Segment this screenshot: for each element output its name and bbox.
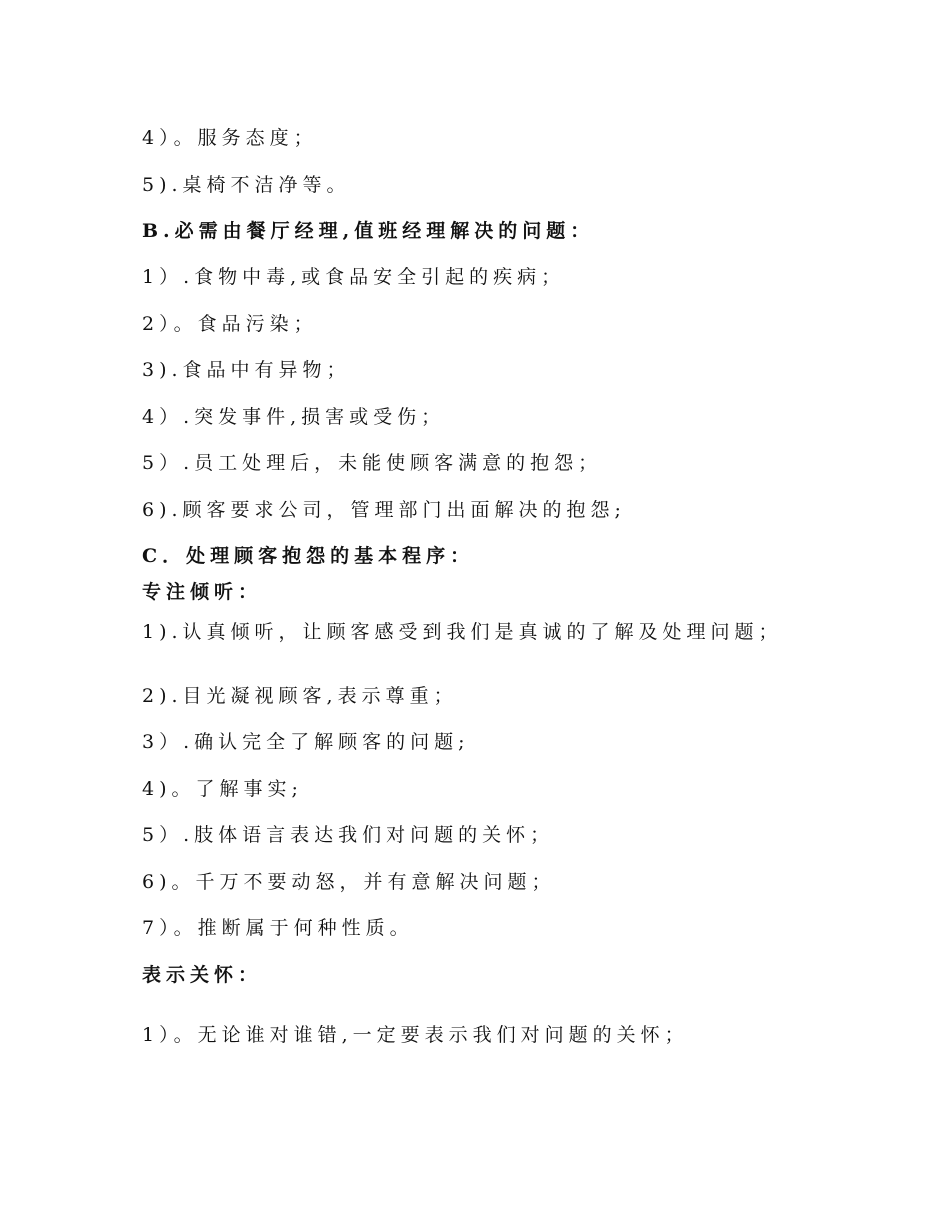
text-line: 7）。推断属于何种性质。 [142, 917, 414, 939]
text-line: 4）。服务态度； [142, 127, 318, 149]
text-line: 5）.肢体语言表达我们对问题的关怀； [142, 824, 555, 846]
text-paragraph: 1).认真倾听，让顾客感受到我们是真诚的了解及处理问题； [142, 621, 783, 643]
subheading-care: 表示关怀： [142, 964, 263, 986]
subheading-listen: 专注倾听： [142, 581, 263, 603]
text-line: 5).桌椅不洁净等。 [142, 174, 351, 196]
text-line: 3）.确认完全了解顾客的问题; [142, 731, 470, 753]
text-line: 6).顾客要求公司，管理部门出面解决的抱怨; [142, 499, 626, 521]
section-heading-c: C．处理顾客抱怨的基本程序： [142, 545, 475, 567]
text-line: 3).食品中有异物； [142, 359, 351, 381]
text-line: 6)。千万不要动怒，并有意解决问题； [142, 871, 556, 893]
text-line: 2).目光凝视顾客,表示尊重； [142, 685, 458, 707]
text-line: 4）.突发事件,损害或受伤； [142, 406, 446, 428]
text-line: 5）.员工处理后，未能使顾客满意的抱怨； [142, 452, 603, 474]
text-line: 1）.食物中毒,或食品安全引起的疾病； [142, 266, 566, 288]
text-paragraph: 1）。无论谁对谁错,一定要表示我们对问题的关怀； [142, 1024, 689, 1046]
text-line: 4)。了解事实; [142, 778, 303, 800]
section-heading-b: B.必需由餐厅经理,值班经理解决的问题： [142, 220, 595, 242]
text-line: 2）。食品污染； [142, 313, 318, 335]
